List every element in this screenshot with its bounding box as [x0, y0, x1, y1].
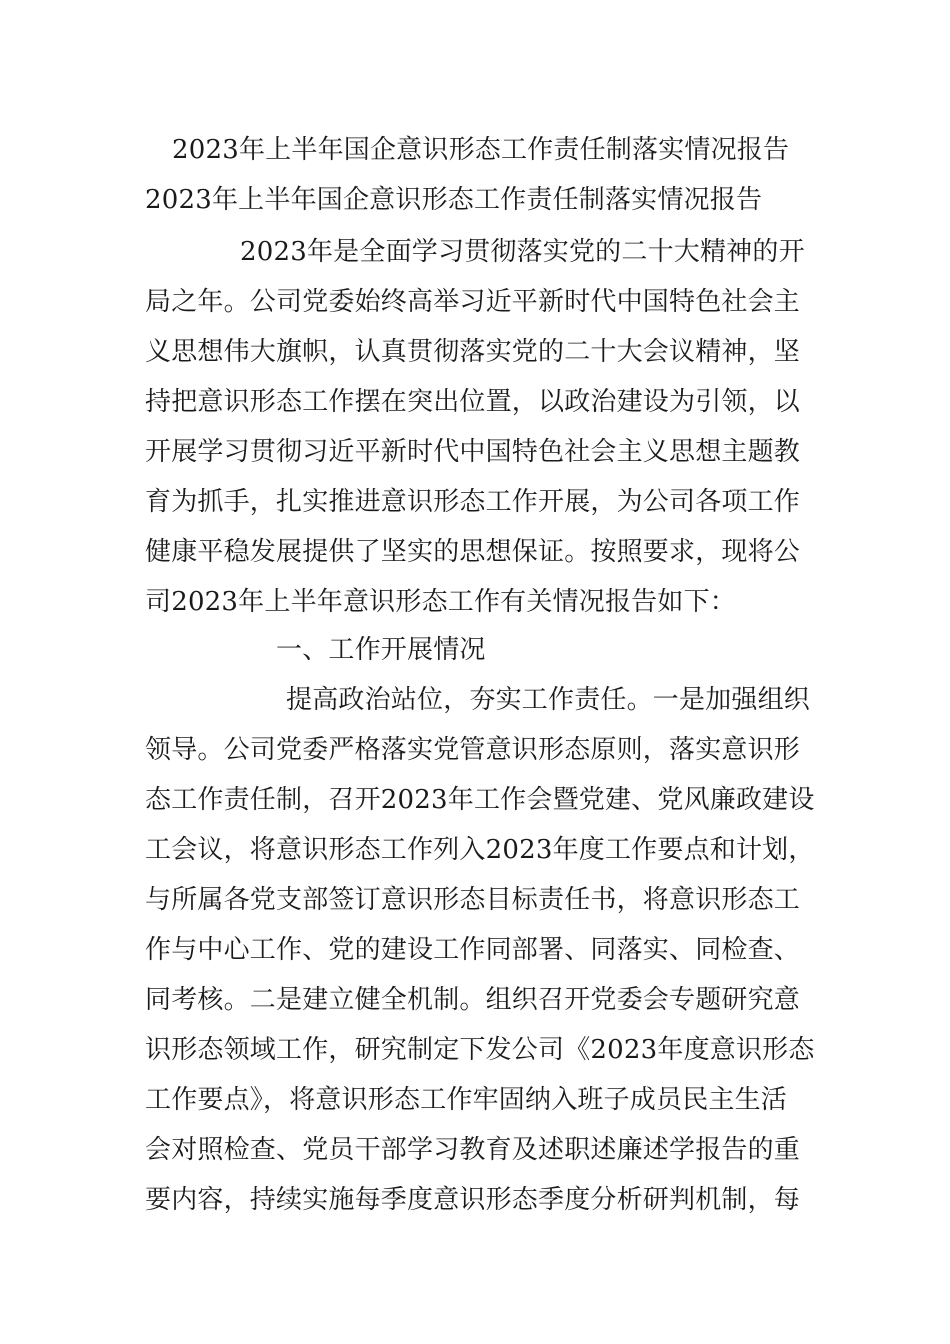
body-line: 持把意识形态工作摆在突出位置，以政治建设为引领，以: [145, 387, 801, 417]
document-title-line-2: 2023年上半年国企意识形态工作责任制落实情况报告: [145, 185, 763, 215]
body-line: 提高政治站位，夯实工作责任。一是加强组织: [286, 685, 811, 715]
body-line: 与所属各党支部签订意识形态目标责任书，将意识形态工: [145, 885, 801, 915]
body-line: 会对照检查、党员干部学习教育及述职述廉述学报告的重: [145, 1135, 801, 1165]
body-line: 司2023年上半年意识形态工作有关情况报告如下：: [145, 587, 736, 617]
body-line: 同考核。二是建立健全机制。组织召开党委会专题研究意: [145, 985, 801, 1015]
body-line: 态工作责任制，召开2023年工作会暨党建、党风廉政建设: [145, 785, 815, 815]
body-line: 义思想伟大旗帜，认真贯彻落实党的二十大会议精神，坚: [145, 337, 801, 367]
body-line: 2023年是全面学习贯彻落实党的二十大精神的开: [240, 237, 805, 267]
body-line: 要内容，持续实施每季度意识形态季度分析研判机制，每: [145, 1185, 801, 1215]
body-line: 局之年。公司党委始终高举习近平新时代中国特色社会主: [145, 287, 801, 317]
body-line: 工作要点》，将意识形态工作牢固纳入班子成员民主生活: [145, 1085, 788, 1115]
document-title-line-1: 2023年上半年国企意识形态工作责任制落实情况报告: [172, 135, 790, 165]
body-line: 工会议，将意识形态工作列入2023年度工作要点和计划，: [145, 835, 815, 865]
body-line: 识形态领域工作，研究制定下发公司《2023年度意识形态: [145, 1035, 815, 1065]
body-line: 领导。公司党委严格落实党管意识形态原则，落实意识形: [145, 735, 801, 765]
body-line: 作与中心工作、党的建设工作同部署、同落实、同检查、: [145, 935, 801, 965]
section-heading: 一、工作开展情况: [276, 635, 486, 665]
body-line: 健康平稳发展提供了坚实的思想保证。按照要求，现将公: [145, 537, 801, 567]
body-line: 开展学习贯彻习近平新时代中国特色社会主义思想主题教: [145, 437, 801, 467]
body-line: 育为抓手，扎实推进意识形态工作开展，为公司各项工作: [145, 487, 801, 517]
